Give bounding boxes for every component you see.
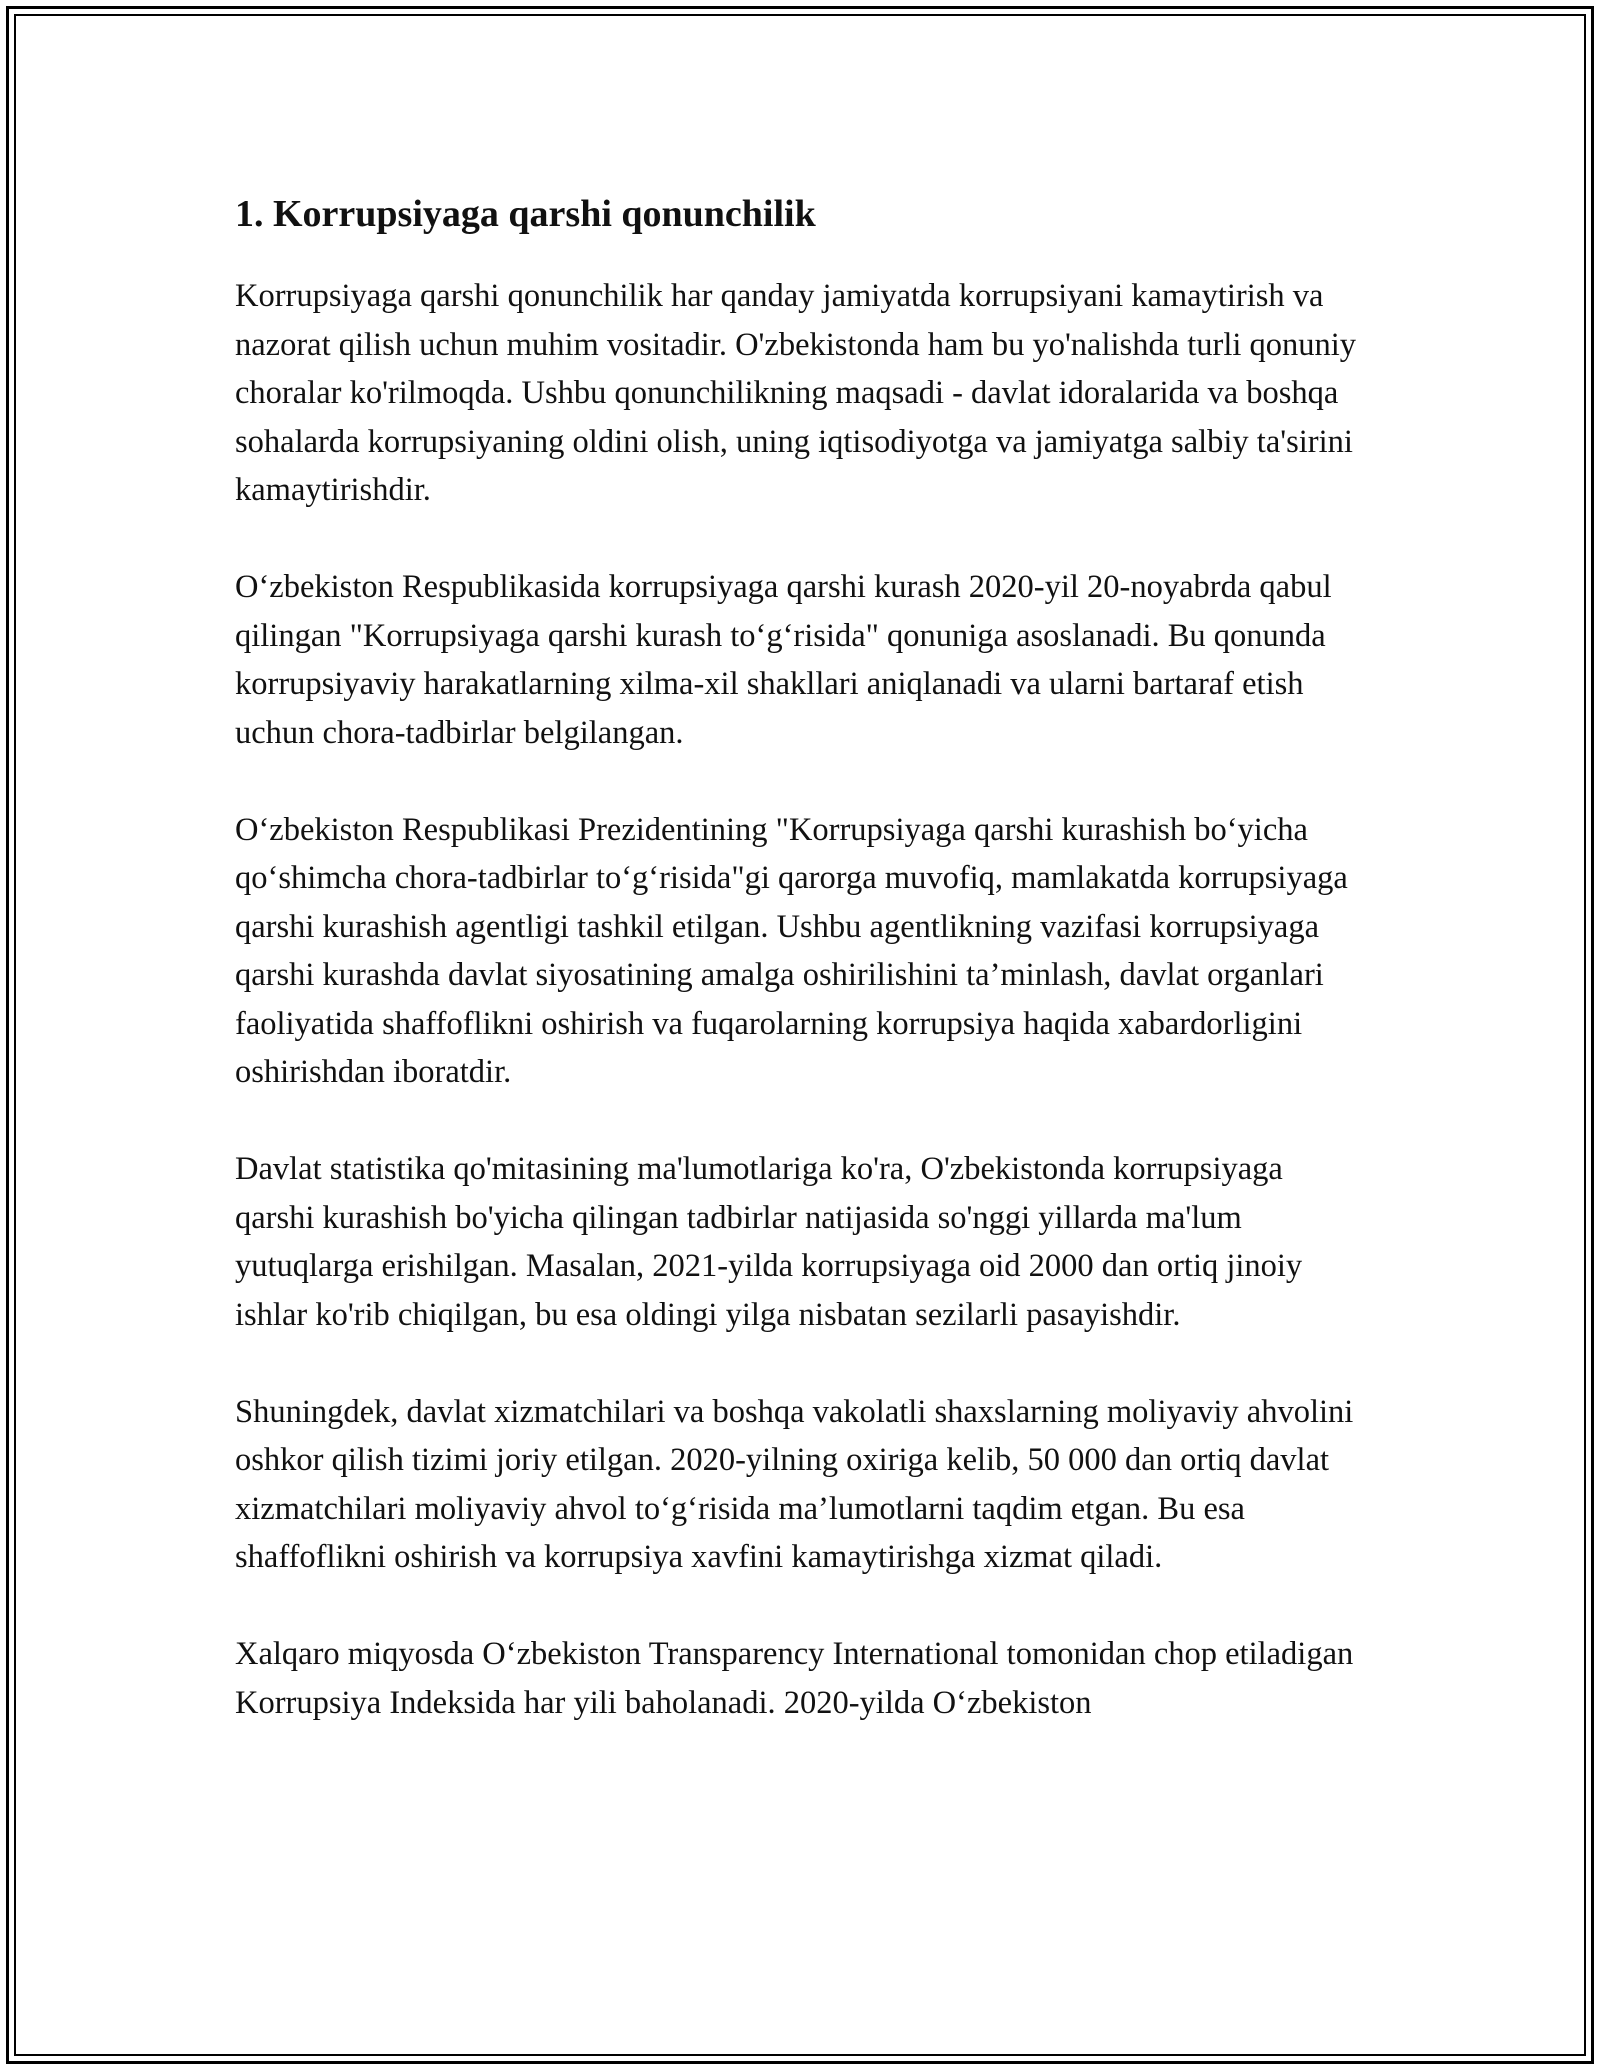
paragraph-anti-corruption-agency: O‘zbekiston Respublikasi Prezidentining "Korrupsiyaga qarshi kurashish bo‘yicha qo‘shimcha chora-tadbirlar to‘g‘risida"gi qarorga muvofiq, mamlakatda korrupsiyaga qarshi kurashish agentligi tashkil etilgan. Ushbu agentlikning vazifasi korrupsiyaga qarshi kurashda davlat siyosatining amalga oshirilishini ta’minlash, davlat organlari faoliyatida shaffoflikni oshirish va fuqarolarning korrupsiya haqida xabardorligini oshirishdan iboratdir. (235, 811, 1348, 1090)
paragraph-anti-corruption-law: O‘zbekiston Respublikasida korrupsiyaga qarshi kurash 2020-yil 20-noyabrda qabul qilingan "Korrupsiyaga qarshi kurash to‘g‘risida" qonuniga asoslanadi. Bu qonunda korrupsiyaviy harakatlarning xilma-xil shakllari aniqlanadi va ularni bartaraf etish uchun chora-tadbirlar belgilangan. (235, 569, 1332, 751)
section-title: 1. Korrupsiyaga qarshi qonunchilik (235, 193, 816, 235)
paragraph-legislation-purpose: Korrupsiyaga qarshi qonunchilik har qanday jamiyatda korrupsiyani kamaytirish va nazorat qilish uchun muhim vositadir. O'zbekistonda ham bu yo'nalishda turli qonuniy choralar ko'rilmoqda. Ushbu qonunchilikning maqsadi - davlat idoralarida va boshqa sohalarda korrupsiyaning oldini olish, uning iqtisodiyotga va jamiyatga salbiy ta'sirini kamaytirishdir. (235, 278, 1357, 508)
paragraph-statistics: Davlat statistika qo'mitasining ma'lumotlariga ko'ra, O'zbekistonda korrupsiyaga qarshi kurashish bo'yicha qilingan tadbirlar natijasida so'nggi yillarda ma'lum yutuqlarga erishilgan. Masalan, 2021-yilda korrupsiyaga oid 2000 dan ortiq jinoiy ishlar ko'rib chiqilgan, bu esa oldingi yilga nisbatan sezilarli pasayishdir. (235, 1151, 1303, 1333)
document-body (235, 186, 1365, 1776)
paragraph-international-index: Xalqaro miqyosda O‘zbekiston Transparency International tomonidan chop etiladigan Korrupsiya Indeksida har yili baholanadi. 2020-yilda O‘zbekiston (235, 1636, 1354, 1721)
paragraph-financial-disclosure: Shuningdek, davlat xizmatchilari va boshqa vakolatli shaxslarning moliyaviy ahvolini oshkor qilish tizimi joriy etilgan. 2020-yilning oxiriga kelib, 50 000 dan ortiq davlat xizmatchilari moliyaviy ahvol to‘g‘risida ma’lumotlarni taqdim etgan. Bu esa shaffoflikni oshirish va korrupsiya xavfini kamaytirishga xizmat qiladi. (235, 1393, 1354, 1575)
